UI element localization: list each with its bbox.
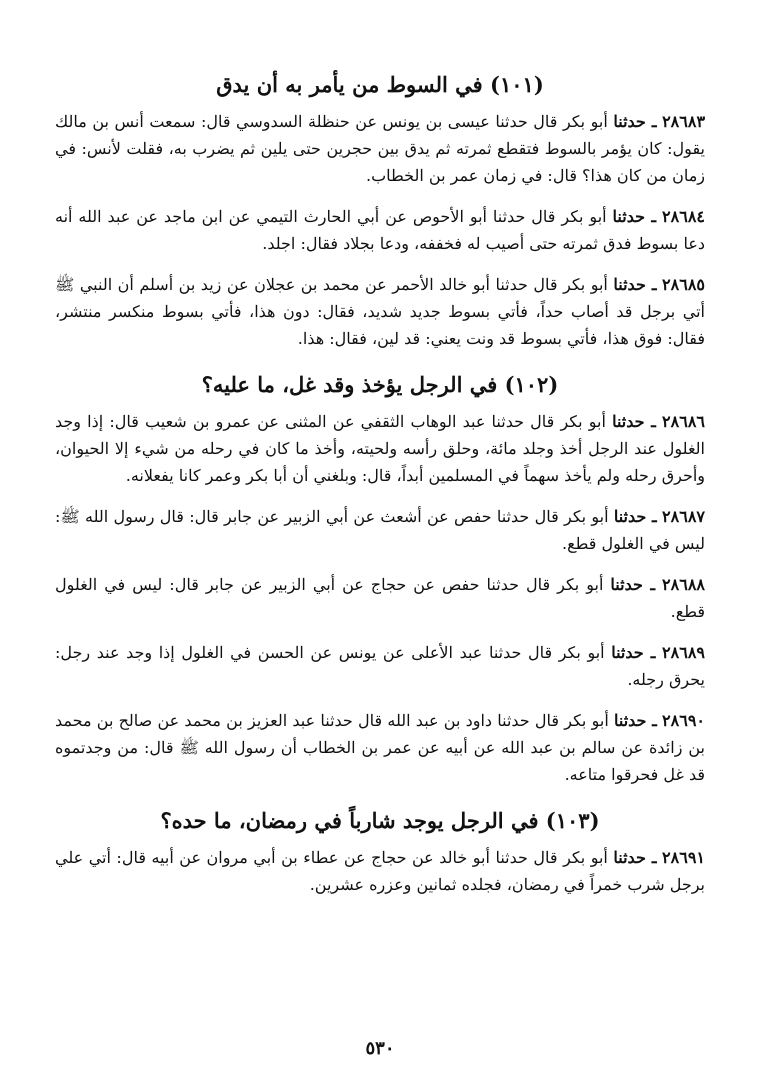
section-103 — [55, 806, 705, 898]
hadith-number: ٢٨٦٨٩ — [662, 643, 706, 662]
hadith-text: أبو بكر قال حدثنا عيسى بن يونس عن حنظلة السدوسي قال: سمعت أنس بن مالك يقول: كان يؤمر بالسوط فتقطع ثمرته ثم يدق بين حجرين حتى يلين ثم يضرب به، فقلت لأنس: في زمان من كان هذا؟ قال: في زمان عمر بن الخطاب. — [55, 112, 705, 185]
hadith-intro: ـ حدثنا — [613, 507, 657, 526]
section-heading: (١٠٣) في الرجل يوجد شارباً في رمضان، ما حده؟ — [160, 808, 600, 833]
hadith-text: أبو بكر قال حدثنا حفص عن حجاج عن أبي الزبير عن جابر قال: ليس في الغلول قطع. — [55, 575, 705, 621]
section-101 — [55, 70, 705, 352]
hadith-number: ٢٨٦٨٥ — [662, 275, 705, 294]
hadith-text: أبو بكر قال حدثنا داود بن عبد الله قال حدثنا عبد العزيز بن محمد عن صالح بن محمد بن زائدة عن سالم بن عبد الله عن أبيه عن عمر بن الخطاب أن رسول الله ﷺ قال: من وجدتموه قد غل فحرقوا متاعه. — [55, 711, 705, 784]
hadith-number: ٢٨٦٨٤ — [662, 207, 706, 226]
hadith-number: ٢٨٦٨٣ — [662, 112, 706, 131]
hadith-text: أبو بكر قال حدثنا حفص عن أشعث عن أبي الزبير عن جابر قال: قال رسول الله ﷺ: ليس في الغلول قطع. — [55, 507, 705, 553]
hadith-paragraph — [55, 571, 705, 625]
hadith-intro: ـ حدثنا — [613, 275, 657, 294]
hadith-paragraph — [55, 503, 705, 557]
hadith-number: ٢٨٦٩١ — [662, 848, 706, 867]
hadith-number: ٢٨٦٨٦ — [662, 412, 706, 431]
hadith-paragraph — [55, 271, 705, 352]
hadith-paragraph — [55, 707, 705, 788]
hadith-number: ٢٨٦٨٧ — [662, 507, 705, 526]
section-heading: (١٠٢) في الرجل يؤخذ وقد غل، ما عليه؟ — [201, 372, 559, 397]
hadith-intro: ـ حدثنا — [610, 575, 656, 594]
section-102 — [55, 370, 705, 788]
hadith-intro: ـ حدثنا — [612, 207, 657, 226]
page-number: ٥٣٠ — [365, 1038, 395, 1059]
hadith-paragraph — [55, 639, 705, 693]
hadith-intro: ـ حدثنا — [613, 711, 657, 730]
hadith-text: أبو بكر قال حدثنا عبد الأعلى عن يونس عن الحسن في الغلول إذا وجد عند رجل: يحرق رجله. — [55, 643, 705, 689]
hadith-number: ٢٨٦٩٠ — [662, 711, 706, 730]
hadith-text: أبو بكر قال حدثنا أبو خالد الأحمر عن محمد بن عجلان عن زيد بن أسلم أن النبي ﷺ أتي برجل قد أصاب حداً، فأتي بسوط جديد شديد، فقال: دون هذا، فأتي بسوط منكسر منتشر، فقال: فوق هذا، فأتي بسوط قد ونت يعني: قد لين، فقال: هذا. — [55, 275, 705, 348]
section-heading: (١٠١) في السوط من يأمر به أن يدق — [216, 72, 544, 97]
hadith-intro: ـ حدثنا — [611, 643, 656, 662]
hadith-number: ٢٨٦٨٨ — [662, 575, 705, 594]
hadith-paragraph — [55, 844, 705, 898]
hadith-paragraph — [55, 108, 705, 189]
hadith-text: أبو بكر قال حدثنا أبو الأحوص عن أبي الحارث التيمي عن ابن ماجد عن عبد الله أنه دعا بسوط فدق ثمرته حتى أصيب له فخففه، ودعا بجلاد فقال: اجلد. — [55, 207, 705, 253]
hadith-paragraph — [55, 408, 705, 489]
hadith-intro: ـ حدثنا — [613, 112, 657, 131]
hadith-intro: ـ حدثنا — [613, 848, 657, 867]
hadith-text: أبو بكر قال حدثنا عبد الوهاب الثقفي عن المثنى عن عمرو بن شعيب قال: إذا وجد الغلول عند الرجل أخذ وجلد مائة، وحلق رأسه ولحيته، وأخذ ما كان في رحله من شيء إلا الحيوان، وأحرق رحله ولم يأخذ سهماً في المسلمين أبداً، قال: وبلغني أن أبا بكر وعمر كانا يفعلانه. — [55, 412, 705, 485]
hadith-text: أبو بكر قال حدثنا أبو خالد عن حجاج عن عطاء بن أبي مروان عن أبيه قال: أتي علي برجل شرب خمراً في رمضان، فجلده ثمانين وعزره عشرين. — [55, 848, 705, 894]
hadith-intro: ـ حدثنا — [612, 412, 656, 431]
hadith-paragraph — [55, 203, 705, 257]
